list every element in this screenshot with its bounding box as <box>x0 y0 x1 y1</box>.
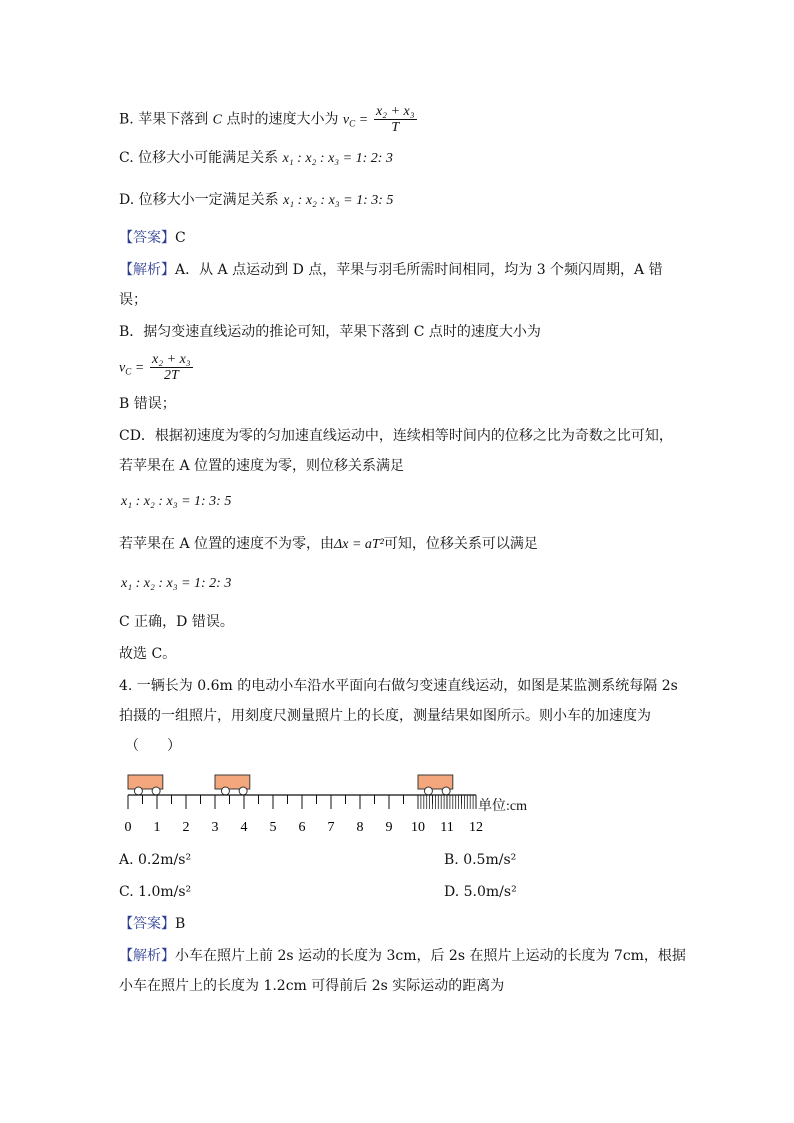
analysis-3-line-6: CD．根据初速度为零的匀加速直线运动中，连续相等时间内的位移之比为奇数之比可知， <box>119 428 673 444</box>
q4-option-a: A. 0.2m/s² <box>119 852 192 868</box>
analysis-3-line-1 <box>119 260 663 280</box>
option-b <box>119 104 419 135</box>
car-wheel <box>152 787 160 795</box>
ruler-tick-label: 2 <box>182 820 190 835</box>
answer-label: 【答案】 <box>119 230 175 246</box>
analysis-3-line-9 <box>119 534 538 555</box>
velocity-subscript: C <box>125 366 132 377</box>
option-c-prefix: C. <box>119 150 134 166</box>
option-c <box>119 148 393 169</box>
fraction-denominator: 2T <box>163 368 179 383</box>
option-d-prefix: D. <box>119 192 135 208</box>
car-wheel <box>221 787 229 795</box>
ruler-tick-label: 10 <box>411 820 425 835</box>
velocity-fraction <box>374 104 417 135</box>
analysis-text: 小车在照片上前 2s 运动的长度为 3cm，后 2s 在照片上运动的长度为 7cm，根据 <box>175 948 686 964</box>
ruler-tick-labels <box>125 820 484 835</box>
q4-option-d: D. 5.0m/s² <box>444 884 517 900</box>
analysis-3-line-5: B 错误； <box>119 396 176 412</box>
ruler-figure <box>110 765 550 835</box>
car <box>215 775 250 795</box>
analysis-3-line-2: 误； <box>119 292 147 308</box>
analysis-text: 若苹果在 A 位置的速度不为零，由 <box>119 536 335 552</box>
ruler-tick-label: 11 <box>440 820 454 835</box>
velocity-symbol: v <box>342 112 350 128</box>
car-wheel <box>239 787 247 795</box>
ruler-tick-label: 1 <box>153 820 161 835</box>
point-c: C <box>212 112 222 128</box>
velocity-fraction <box>150 352 193 383</box>
analysis-3-line-7: 若苹果在 A 位置的速度为零，则位移关系满足 <box>119 458 405 474</box>
option-c-text: 位移大小可能满足关系 <box>138 150 279 166</box>
ruler-tick-label: 7 <box>327 820 335 835</box>
car-wheel <box>442 787 450 795</box>
analysis-label: 【解析】 <box>119 262 175 278</box>
analysis-3-line-3: B．据匀变速直线运动的推论可知，苹果下落到 C 点时的速度大小为 <box>119 324 541 340</box>
equals-sign: = <box>359 112 368 128</box>
ruler-tick-label: 0 <box>124 820 132 835</box>
ruler-tick-label: 12 <box>469 820 483 835</box>
answer-value: C <box>175 230 186 246</box>
ruler-tick-label: 8 <box>356 820 364 835</box>
option-d <box>119 190 393 211</box>
analysis-text: 可知，位移关系可以满足 <box>383 536 538 552</box>
answer-value: B <box>175 916 186 932</box>
velocity-subscript: C <box>349 118 356 129</box>
analysis-3-line-11: C 正确，D 错误。 <box>119 614 234 630</box>
car-wheel <box>134 787 142 795</box>
car <box>418 775 453 795</box>
q4-option-b: B. 0.5m/s² <box>444 852 517 868</box>
fraction-denominator: T <box>391 120 400 135</box>
unit-label: 单位:cm <box>478 799 527 814</box>
analysis-3-line-12: 故选 C。 <box>119 646 177 662</box>
answer-3 <box>119 228 186 248</box>
option-b-prefix: B. <box>119 111 134 128</box>
ruler-tick-label: 5 <box>269 820 277 835</box>
car-wheel <box>424 787 432 795</box>
analysis-text: A．从 A 点运动到 D 点，苹果与羽毛所需时间相同，均为 3 个频闪周期，A 错 <box>175 262 663 278</box>
ruler-tick-label: 4 <box>240 820 248 835</box>
car <box>128 775 163 795</box>
ruler-tick-label: 6 <box>298 820 306 835</box>
question-4-line-1: 4. 一辆长为 0.6m 的电动小车沿水平面向右做匀变速直线运动，如图是某监测系统每隔 2s <box>119 678 678 694</box>
option-c-relation: x₁ : x₂ : x₃ = 1: 2: 3 <box>282 151 393 166</box>
analysis-3-relation-1: x₁ : x₂ : x₃ = 1: 3: 5 <box>121 494 232 509</box>
question-4-line-2: 拍摄的一组照片，用刻度尺测量照片上的长度，测量结果如图所示。则小车的加速度为 <box>119 708 651 724</box>
q4-option-c: C. 1.0m/s² <box>119 884 192 900</box>
analysis-4-line-1 <box>119 946 686 966</box>
answer-4 <box>119 914 185 934</box>
velocity-symbol: v <box>119 360 126 376</box>
analysis-4-line-2: 小车在照片上的长度为 1.2cm 可得前后 2s 实际运动的距离为 <box>119 978 505 994</box>
answer-label: 【答案】 <box>119 916 175 932</box>
option-d-relation: x₁ : x₂ : x₃ = 1: 3: 5 <box>283 193 394 208</box>
option-b-text-after: 点时的速度大小为 <box>226 111 339 128</box>
fraction-numerator: x₂ + x₃ <box>152 352 191 367</box>
ruler-hatch-marks <box>418 795 476 809</box>
ruler-tick-label: 3 <box>211 820 219 835</box>
delta-x-formula: Δx = aT² <box>334 537 384 552</box>
analysis-3-relation-2: x₁ : x₂ : x₃ = 1: 2: 3 <box>121 576 232 591</box>
question-4-blank: （ ） <box>125 738 181 754</box>
fraction-numerator: x₂ + x₃ <box>375 104 415 119</box>
equals-sign: = <box>135 360 144 376</box>
ruler-tick-label: 9 <box>385 820 393 835</box>
analysis-label: 【解析】 <box>119 948 175 964</box>
cars-group <box>128 775 453 795</box>
analysis-3-formula <box>119 352 195 383</box>
option-b-text: 苹果下落到 <box>138 111 209 128</box>
option-d-text: 位移大小一定满足关系 <box>138 192 279 208</box>
